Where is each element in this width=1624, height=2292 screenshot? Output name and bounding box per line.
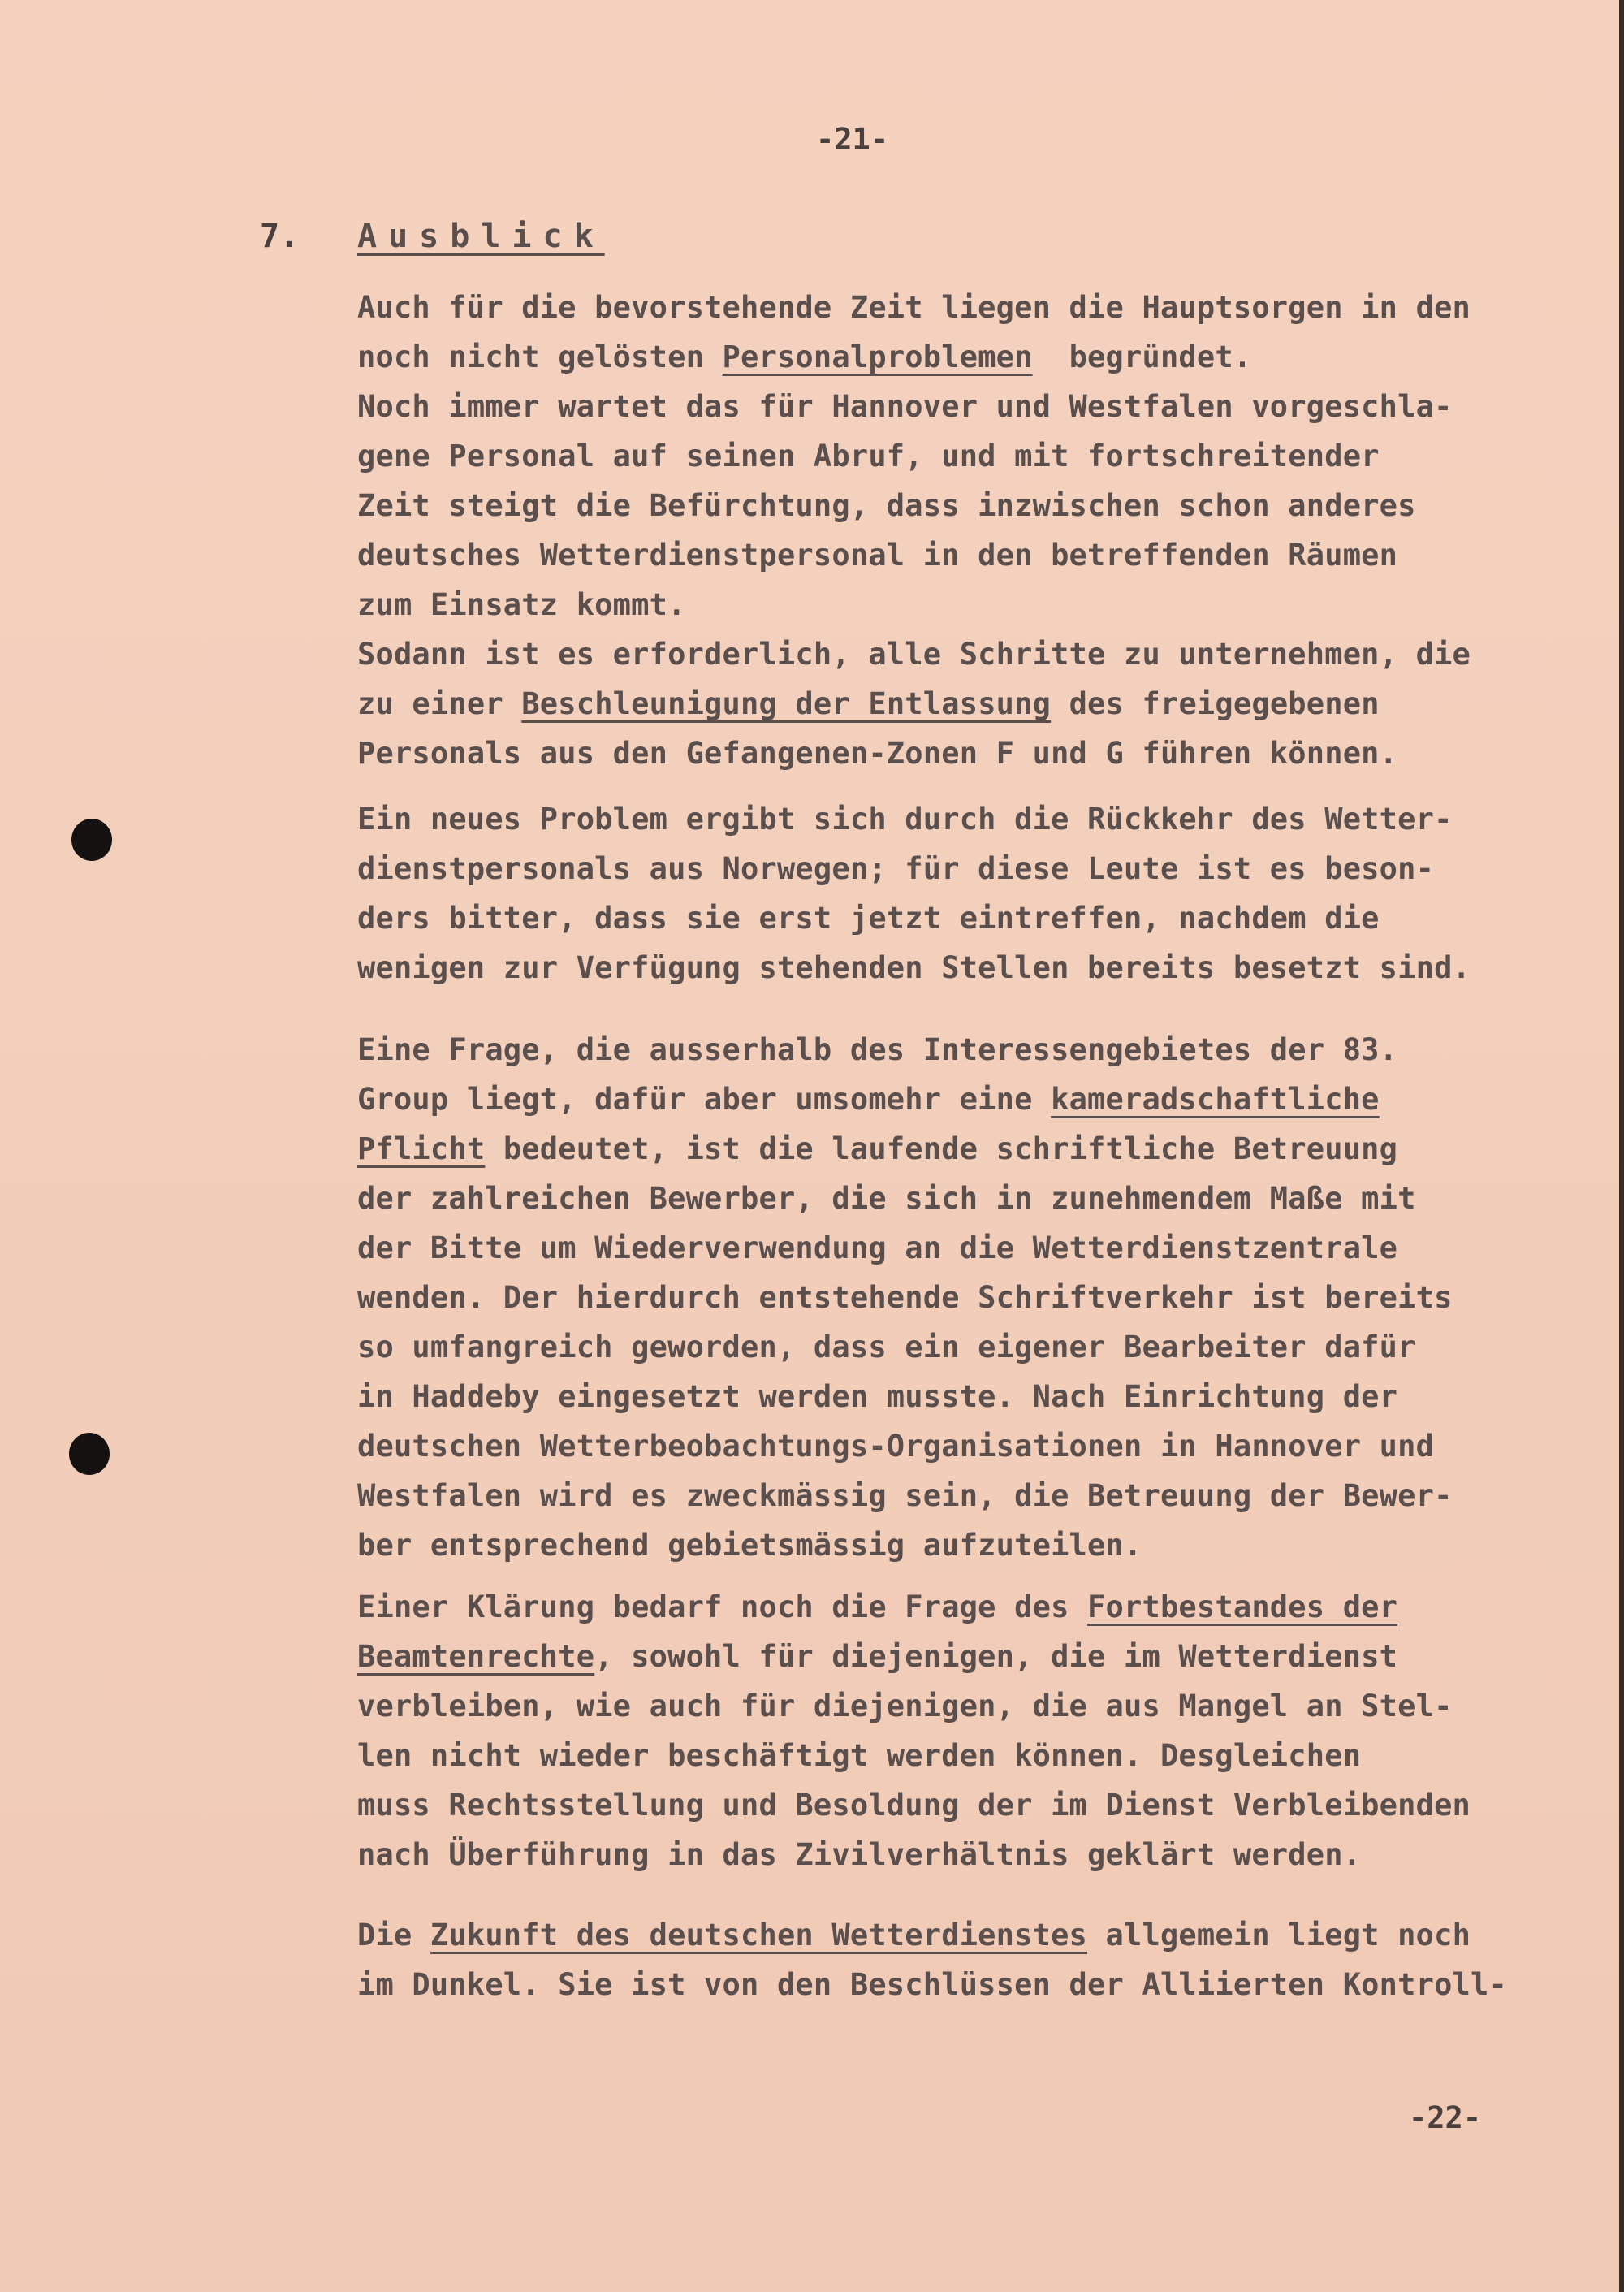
underlined-phrase: Personalproblemen [722, 339, 1033, 374]
section-number: 7. [260, 218, 300, 255]
text-line: zum Einsatz kommt. [357, 587, 686, 622]
text-line: Die Zukunft des deutschen Wetterdienstes allgemein liegt noch [357, 1918, 1471, 1953]
punch-hole-top [71, 819, 112, 861]
text-line: verbleiben, wie auch für diejenigen, die aus Mangel an Stel- [357, 1689, 1453, 1723]
text-line: wenigen zur Verfügung stehenden Stellen bereits besetzt sind. [357, 950, 1471, 985]
text-line: Pflicht bedeutet, ist die laufende schriftliche Betreuung [357, 1131, 1398, 1166]
text-line: Group liegt, dafür aber umsomehr eine kameradschaftliche [357, 1082, 1380, 1117]
page-number-top: -21- [816, 122, 889, 157]
text-line: in Haddeby eingesetzt werden musste. Nach Einrichtung der [357, 1379, 1398, 1414]
underlined-phrase: Fortbestandes der [1087, 1589, 1398, 1624]
text-line: Ein neues Problem ergibt sich durch die Rückkehr des Wetter- [357, 802, 1453, 837]
text-line: wenden. Der hierdurch entstehende Schriftverkehr ist bereits [357, 1280, 1453, 1315]
text-line: ber entsprechend gebietsmässig aufzuteilen. [357, 1528, 1142, 1563]
text-line: Auch für die bevorstehende Zeit liegen die Hauptsorgen in den [357, 290, 1471, 325]
text-line: gene Personal auf seinen Abruf, und mit fortschreitender [357, 439, 1380, 474]
text-line: deutsches Wetterdienstpersonal in den betreffenden Räumen [357, 538, 1398, 573]
text-line: Personals aus den Gefangenen-Zonen F und G führen können. [357, 736, 1398, 771]
text-line: len nicht wieder beschäftigt werden können. Desgleichen [357, 1738, 1362, 1773]
text-line: der zahlreichen Bewerber, die sich in zunehmendem Maße mit [357, 1181, 1416, 1216]
text-line: Westfalen wird es zweckmässig sein, die Betreuung der Bewer- [357, 1478, 1453, 1513]
text-line: im Dunkel. Sie ist von den Beschlüssen der Alliierten Kontroll- [357, 1967, 1507, 2002]
text-line: Beamtenrechte, sowohl für diejenigen, die im Wetterdienst [357, 1639, 1398, 1674]
text-line: nach Überführung in das Zivilverhältnis geklärt werden. [357, 1837, 1362, 1872]
text-line: deutschen Wetterbeobachtungs-Organisationen in Hannover und [357, 1429, 1435, 1464]
section-title: Ausblick [357, 218, 605, 255]
text-line: zu einer Beschleunigung der Entlassung des freigegebenen [357, 686, 1380, 721]
text-line: Sodann ist es erforderlich, alle Schritte zu unternehmen, die [357, 637, 1471, 672]
text-line: der Bitte um Wiederverwendung an die Wetterdienstzentrale [357, 1230, 1398, 1265]
text-line: ders bitter, dass sie erst jetzt eintreffen, nachdem die [357, 901, 1380, 936]
text-line: muss Rechtsstellung und Besoldung der im Dienst Verbleibenden [357, 1788, 1471, 1823]
underlined-phrase: Beschleunigung der Entlassung [521, 686, 1052, 721]
text-line: dienstpersonals aus Norwegen; für diese Leute ist es beson- [357, 851, 1435, 886]
underlined-phrase: Zukunft des deutschen Wetterdienstes [430, 1918, 1088, 1953]
underlined-phrase: Beamtenrechte [357, 1639, 595, 1674]
text-line: Einer Klärung bedarf noch die Frage des Fortbestandes der [357, 1589, 1398, 1624]
text-line: noch nicht gelösten Personalproblemen begründet. [357, 339, 1252, 374]
page-number-bottom: -22- [1409, 2100, 1482, 2135]
text-line: Zeit steigt die Befürchtung, dass inzwischen schon anderes [357, 488, 1416, 523]
text-line: Noch immer wartet das für Hannover und Westfalen vorgeschla- [357, 389, 1453, 424]
underlined-phrase: kameradschaftliche [1051, 1082, 1380, 1117]
punch-hole-bottom [69, 1433, 110, 1475]
underlined-phrase: Pflicht [357, 1131, 486, 1166]
text-line: Eine Frage, die ausserhalb des Interessengebietes der 83. [357, 1032, 1398, 1067]
text-line: so umfangreich geworden, dass ein eigener Bearbeiter dafür [357, 1330, 1416, 1364]
